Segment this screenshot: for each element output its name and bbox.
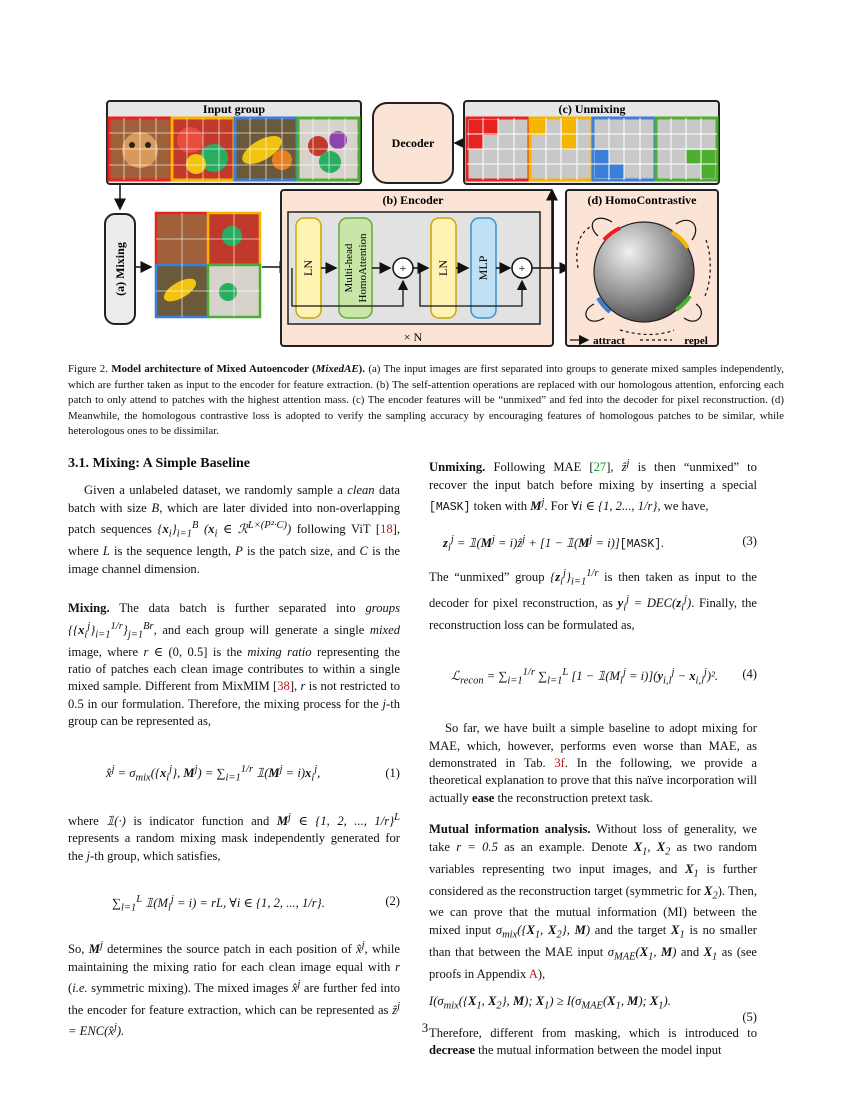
svg-text:+: +	[399, 261, 407, 275]
residual-add-2	[512, 258, 532, 278]
svg-text:MLP: MLP	[476, 255, 490, 281]
repeat-n-label: × N	[403, 330, 423, 344]
mixing-label: (a) Mixing	[113, 242, 127, 296]
svg-text:LN: LN	[301, 260, 315, 276]
input-group-label: Input group	[202, 102, 266, 116]
svg-text:HomoAttention: HomoAttention	[357, 233, 369, 303]
paragraph-mutual-info: Mutual information analysis. Without loss of generality, we take r = 0.5 as an example. Denote $X_1$, $X_2$ as two random variables representing two input images, and $X_1$ is further considered as the reconstruction target (symmetric for $X_2$). Then, we can prove that the mutual information (MI) between the mixed input $\sigma_{mix}(\{X_1$, $X_2$}, M) and the target $X_1$ is no smaller than that between the MAE input $\sigma_{MAE}(X_1$, M) and $X_1$ as (see proofs in Appendix A),	[429, 822, 758, 981]
encoder-panel	[281, 190, 553, 346]
encoder-label: (b) Encoder	[382, 193, 444, 207]
architecture-figure	[0, 0, 850, 360]
left-column	[68, 455, 400, 1041]
paragraph-mixing: Mixing. The data batch is further separated into groups $\{\{x_i^j\}_{i=1}^{1/r}\}_{j=1}^{Br}$, and each group will generate a single mixed image, where r ∈ (0, 0.5] is the mixing ratio representing the ratio of patches each clean image contributes to within a single mixed sample. Different from MixMIM [38], r is not restricted to 0.5 in our formulation. Therefore, the mixing process for the j-th group can be represented as,	[68, 601, 401, 729]
svg-text:+: +	[518, 261, 526, 275]
paragraph-intro: Given a unlabeled dataset, we randomly sample a clean data batch with size B, which are later divided into non-overlapping patch sequences $\{x_i\}_{i=1}^B$ ($x_i$ ∈ ℛ$^{L\times(P^2\cdot C)}$) following ViT [18], where L is the sequence length, P is the patch size, and C is the image channel dimension.	[68, 483, 400, 576]
equation-3: $z_i^j$ = $𝟙(M^j$ = i)ẑ$^j$ + [$1 - 𝟙(M^j$ = i)][MASK]. (3)	[443, 533, 757, 554]
unmixing-label: (c) Unmixing	[558, 102, 626, 116]
mixed-image	[156, 213, 260, 317]
page-number: 3	[421, 1020, 429, 1035]
paragraph-unmixing: Unmixing. Following MAE [27], ẑ$^j$ is then “unmixed” to recover the input batch before mixing by inserting a special [MASK] token with $M^j$. For ∀i ∈ {1, 2..., 1/r}, we have,	[429, 458, 757, 515]
svg-text:LN: LN	[436, 260, 450, 276]
homocontrastive-panel	[566, 190, 718, 347]
decoder-label: Decoder	[391, 136, 435, 150]
homoattention-block	[339, 218, 372, 318]
paragraph-baseline: So far, we have built a simple baseline to adopt mixing for MAE, which, however, performs even worse than MAE, as demonstrated in Tab. 3f. In the following, we provide a theoretical explanation to prove that this naïve incorporation will actually ease the reconstruction pretext task.	[429, 721, 757, 805]
mixing-block	[105, 214, 135, 324]
section-title: 3.1. Mixing: A Simple Baseline	[68, 456, 251, 471]
unmixing-panel	[464, 101, 719, 184]
equation-2: $\sum_{l=1}^L$ $𝟙(M_l^j = i)$ = rL, ∀i ∈ {1, 2, ..., 1/r}. (2)	[112, 894, 400, 914]
ln-block-2	[431, 218, 456, 318]
residual-add-1	[393, 258, 413, 278]
paragraph-therefore: Therefore, different from masking, which is introduced to decrease the mutual information between the model input	[429, 1026, 757, 1058]
repel-legend: repel	[684, 335, 708, 347]
svg-text:Multi-head: Multi-head	[343, 243, 355, 293]
paragraph-unmixed-group: The “unmixed” group $\{z_i^j\}_{i=1}^{1/r}$ is then taken as input to the decoder for pixel reconstruction, as $y_i^j = DEC(z_i^j)$. Finally, the reconstruction loss can be formulated as,	[429, 567, 757, 632]
input-group-panel	[107, 101, 361, 184]
homocontrastive-label: (d) HomoContrastive	[587, 193, 697, 207]
equation-1: x̂$^j$ = $\sigma_{mix}(\{x_i^j\}$, $M^j) = \sum_{i=1}^{1/r}$ $𝟙(M^j = i)x_i^j$, (1)	[106, 763, 400, 784]
paragraph-so: So, $M^j$ determines the source patch in each position of x̂$^j$, while maintaining the mixing ratio for each clean image equal with r (i.e. symmetric mixing). The mixed images x̂$^j$ are further fed into the encoder for feature extraction, which can be represented as ẑ$^j$ = ENC(x̂$^j$).	[68, 940, 400, 1039]
decoder-block	[373, 103, 453, 183]
mlp-block	[471, 218, 496, 318]
figure-caption: Figure 2. Model architecture of Mixed Autoencoder (MixedAE). (a) The input images are first separated into groups to generate mixed samples independently, which are further taken as input to the encoder for feature extraction. (b) The self-attention operations are replaced with our homologous attention, enforcing each patch to only attend to patches with the highest attention mass. (c) The encoder features will be “unmixed” and fed into the decoder for pixel reconstruction. (d) Meanwhile, the homologous contrastive loss is adopted to verify the sampling accuracy by encouraging features of homologous patches to be similar, while heterologous ones to be dissimilar.	[68, 363, 784, 437]
equation-5: $I(\sigma_{mix}(\{X_1$, $X_2$}, M); $X_1) \ge I(\sigma_{MAE}(X_1$, M); $X_1$). (5)	[429, 994, 757, 1025]
right-column	[429, 455, 757, 1060]
attract-legend: attract	[593, 335, 625, 347]
paragraph-indicator: where 𝟙(·) is indicator function and $M^j$ ∈ {1, 2, ..., 1/r}$^L$ represents a random mixing mask independently generated for the j-th group, which satisfies,	[68, 811, 400, 863]
ln-block-1	[296, 218, 321, 318]
equation-4: ℒ$_{recon}$ = $\sum_{i=1}^{1/r}$ $\sum_{l=1}^L$ $[1 - 𝟙(M_l^j = i)](y_{i,l}^j - x_{i,l}^j)^2$. (4)	[451, 667, 757, 687]
